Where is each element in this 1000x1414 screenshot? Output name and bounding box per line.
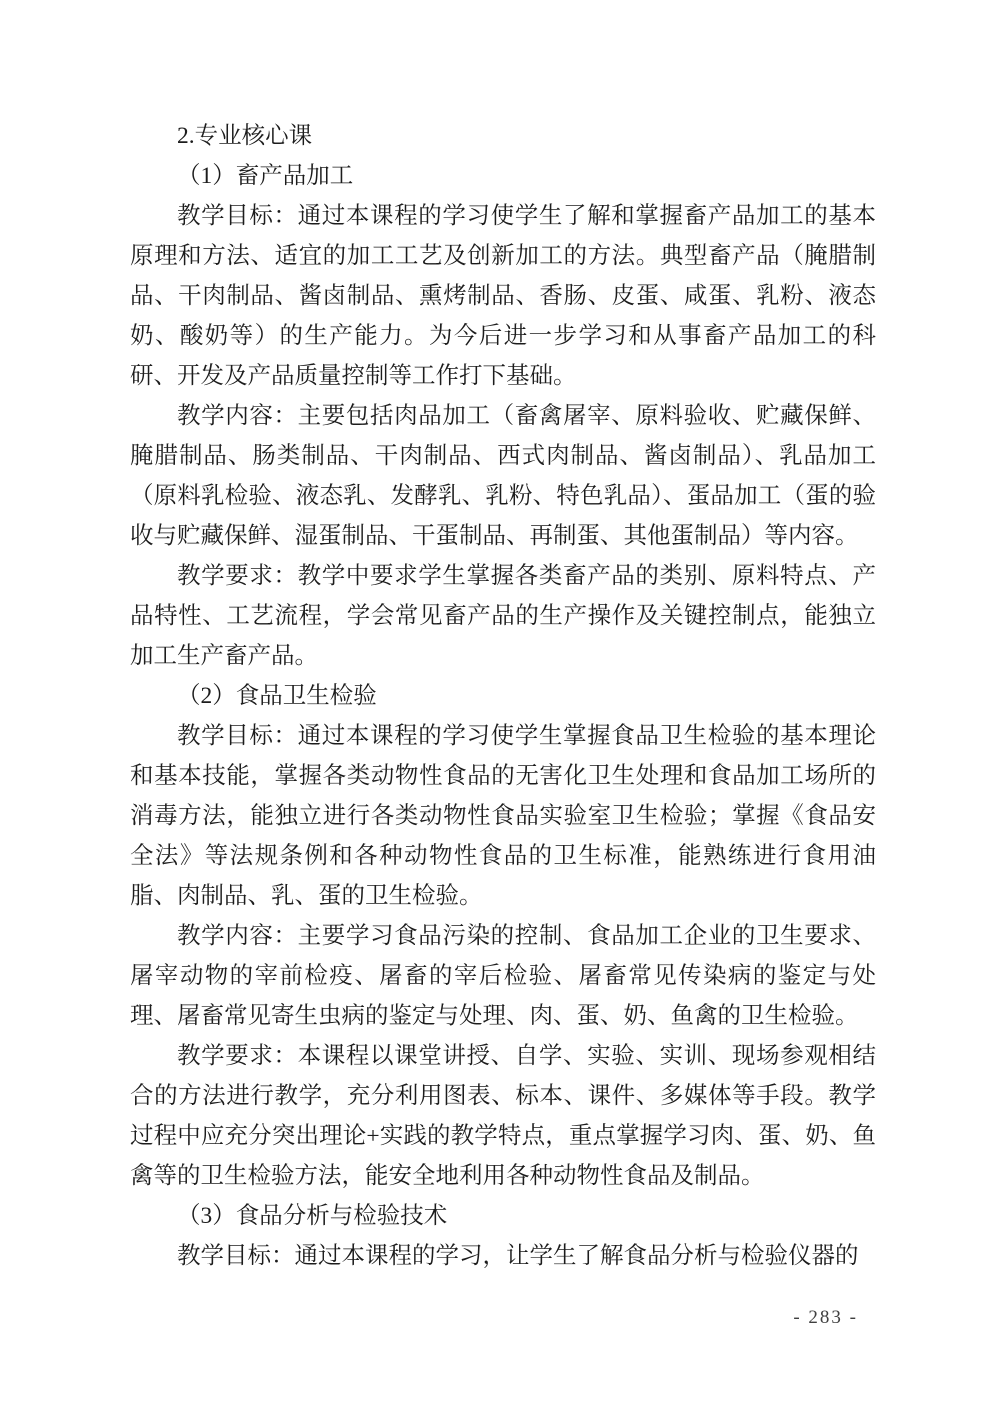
heading-section-2-core-courses: 2.专业核心课	[177, 123, 313, 149]
course-2-teaching-goal-paragraph: 教学目标：通过本课程的学习使学生掌握食品卫生检验的基本理论和基本技能，掌握各类动物性食品的无害化卫生处理和食品加工场所的消毒方法，能独立进行各类动物性食品实验室卫生检验；掌握《食品安全法》等法规条例和各种动物性食品的卫生标准，能熟练进行食用油脂、肉制品、乳、蛋的卫生检验。	[130, 723, 876, 909]
document-body	[130, 116, 876, 1276]
course-2-teaching-requirements-paragraph: 教学要求：本课程以课堂讲授、自学、实验、实训、现场参观相结合的方法进行教学，充分利用图表、标本、课件、多媒体等手段。教学过程中应充分突出理论+实践的教学特点，重点掌握学习肉、蛋、奶、鱼禽等的卫生检验方法，能安全地利用各种动物性食品及制品。	[130, 1043, 876, 1189]
footer-page-number: - 283 -	[793, 1307, 858, 1328]
course-3-teaching-goal-paragraph: 教学目标：通过本课程的学习，让学生了解食品分析与检验仪器的	[177, 1243, 859, 1269]
heading-course-2-food-hygiene-inspection: （2）食品卫生检验	[177, 683, 377, 709]
course-1-teaching-goal-paragraph: 教学目标：通过本课程的学习使学生了解和掌握畜产品加工的基本原理和方法、适宜的加工工艺及创新加工的方法。典型畜产品（腌腊制品、干肉制品、酱卤制品、熏烤制品、香肠、皮蛋、咸蛋、乳粉、液态奶、酸奶等）的生产能力。为今后进一步学习和从事畜产品加工的科研、开发及产品质量控制等工作打下基础。	[130, 203, 876, 389]
course-1-teaching-content-paragraph: 教学内容：主要包括肉品加工（畜禽屠宰、原料验收、贮藏保鲜、腌腊制品、肠类制品、干肉制品、西式肉制品、酱卤制品）、乳品加工（原料乳检验、液态乳、发酵乳、乳粉、特色乳品）、蛋品加工（蛋的验收与贮藏保鲜、湿蛋制品、干蛋制品、再制蛋、其他蛋制品）等内容。	[130, 403, 876, 549]
heading-course-1-livestock-product-processing: （1）畜产品加工	[177, 163, 354, 189]
course-1-teaching-requirements-paragraph: 教学要求：教学中要求学生掌握各类畜产品的类别、原料特点、产品特性、工艺流程，学会常见畜产品的生产操作及关键控制点，能独立加工生产畜产品。	[130, 563, 876, 669]
heading-course-3-food-analysis-and-testing: （3）食品分析与检验技术	[177, 1203, 448, 1229]
course-2-teaching-content-paragraph: 教学内容：主要学习食品污染的控制、食品加工企业的卫生要求、屠宰动物的宰前检疫、屠畜的宰后检验、屠畜常见传染病的鉴定与处理、屠畜常见寄生虫病的鉴定与处理、肉、蛋、奶、鱼禽的卫生检验。	[130, 923, 876, 1029]
